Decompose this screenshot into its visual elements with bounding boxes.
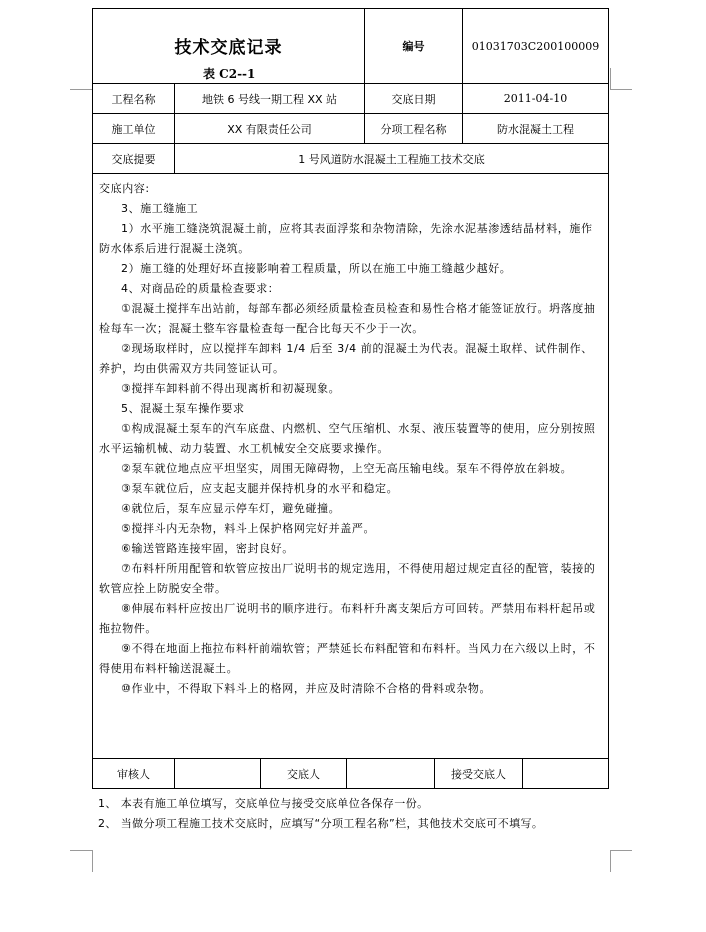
signature-table [92,759,609,789]
subitem-label: 分项工程名称 [365,114,463,144]
content-paragraph: ①构成混凝土泵车的汽车底盘、内燃机、空气压缩机、水泵、液压装置等的使用，应分别按照水平运输机械、动力装置、水工机械安全交底要求操作。 [99,422,596,455]
content-paragraph: 1）水平施工缝浇筑混凝土前，应将其表面浮浆和杂物清除，先涂水泥基渗透结晶材料，施作防水体系后进行混凝土浇筑。 [99,222,593,255]
receiver-field[interactable] [523,759,609,789]
content-paragraph: ①混凝土搅拌车出站前，每部车都必须经质量检查员检查和易性合格才能签证放行。坍落度抽检每车一次；混凝土整车容量检查每一配合比每天不少于一次。 [99,302,596,335]
content-paragraph: 2）施工缝的处理好坏直接影响着工程质量，所以在施工中施工缝越少越好。 [121,262,512,275]
crop-mark-top-right-v [610,68,611,90]
header-row [93,9,609,84]
discloser-field[interactable] [347,759,435,789]
content-paragraph: 4、对商品砼的质量检查要求： [121,282,280,295]
content-heading: 交底内容: [99,182,150,195]
reviewer-field[interactable] [175,759,261,789]
content-paragraph: ②泵车就位地点应平坦坚实，周围无障碍物，上空无高压输电线。泵车不得停放在斜坡。 [121,462,573,475]
date-value: 2011-04-10 [463,84,609,114]
content-paragraph: ⑨不得在地面上拖拉布料杆前端软管；严禁延长布料配管和布料杆。当风力在六级以上时，不得使用布料杆输送混凝土。 [99,642,596,675]
crop-mark-bottom-left-v [92,850,93,872]
summary-row [93,144,609,174]
project-row [93,84,609,114]
title-cell [93,9,365,84]
crop-mark-top-left-h [70,89,92,90]
crop-mark-bottom-right-v [610,850,611,872]
form-table [92,8,609,759]
signature-row [93,759,609,789]
content-paragraph: ⑥输送管路连接牢固，密封良好。 [121,542,294,555]
content-paragraph: ③泵车就位后，应支起支腿并保持机身的水平和稳定。 [121,482,399,495]
date-label: 交底日期 [365,84,463,114]
crop-mark-bottom-right-h [610,850,632,851]
content-paragraph: 5、混凝土泵车操作要求 [121,402,245,415]
summary-label: 交底提要 [93,144,175,174]
content-paragraph: ③搅拌车卸料前不得出现离析和初凝现象。 [121,382,341,395]
content-paragraph: ⑦布料杆所用配管和软管应按出厂说明书的规定选用，不得使用超过规定直径的配管，装接的软管应拴上防脱安全带。 [99,562,596,595]
receiver-label: 接受交底人 [435,759,523,789]
subitem-value: 防水混凝土工程 [463,114,609,144]
unit-label: 施工单位 [93,114,175,144]
unit-value: XX 有限责任公司 [175,114,365,144]
content-paragraph: ⑩作业中，不得取下料斗上的格网，并应及时清除不合格的骨料或杂物。 [121,682,492,695]
content-row [93,174,609,759]
summary-value: 1 号风道防水混凝土工程施工技术交底 [175,144,609,174]
project-name-label: 工程名称 [93,84,175,114]
content-paragraph: ②现场取样时，应以搅拌车卸料 1/4 后至 3/4 前的混凝土为代表。混凝土取样、试件制作、养护，均由供需双方共同签证认可。 [99,342,593,375]
discloser-label: 交底人 [261,759,347,789]
content-paragraph: ④就位后，泵车应显示停车灯，避免碰撞。 [121,502,341,515]
reviewer-label: 审核人 [93,759,175,789]
form-number: 表 C2--1 [203,67,256,81]
content-paragraph: ⑧伸展布料杆应按出厂说明书的顺序进行。布料杆升离支架后方可回转。严禁用布料杆起吊或拖拉物件。 [99,602,596,635]
number-label: 编号 [365,9,463,84]
content-cell [93,174,609,759]
number-value: 01031703C200100009 [463,9,609,84]
document-title: 技术交底记录 [174,38,283,58]
content-paragraph: ⑤搅拌斗内无杂物，料斗上保护格网完好并盖严。 [121,522,376,535]
unit-row [93,114,609,144]
project-name-value: 地铁 6 号线一期工程 XX 站 [175,84,365,114]
footnote-2: 2、 当做分项工程施工技术交底时，应填写“分项工程名称”栏，其他技术交底可不填写。 [98,817,544,830]
content-paragraph: 3、施工缝施工 [121,202,199,215]
footnote-1: 1、 本表有施工单位填写，交底单位与接受交底单位各保存一份。 [98,797,429,810]
footnotes [98,794,618,834]
crop-mark-bottom-left-h [70,850,92,851]
disclosure-form [92,8,608,789]
crop-mark-top-right-h [610,89,632,90]
